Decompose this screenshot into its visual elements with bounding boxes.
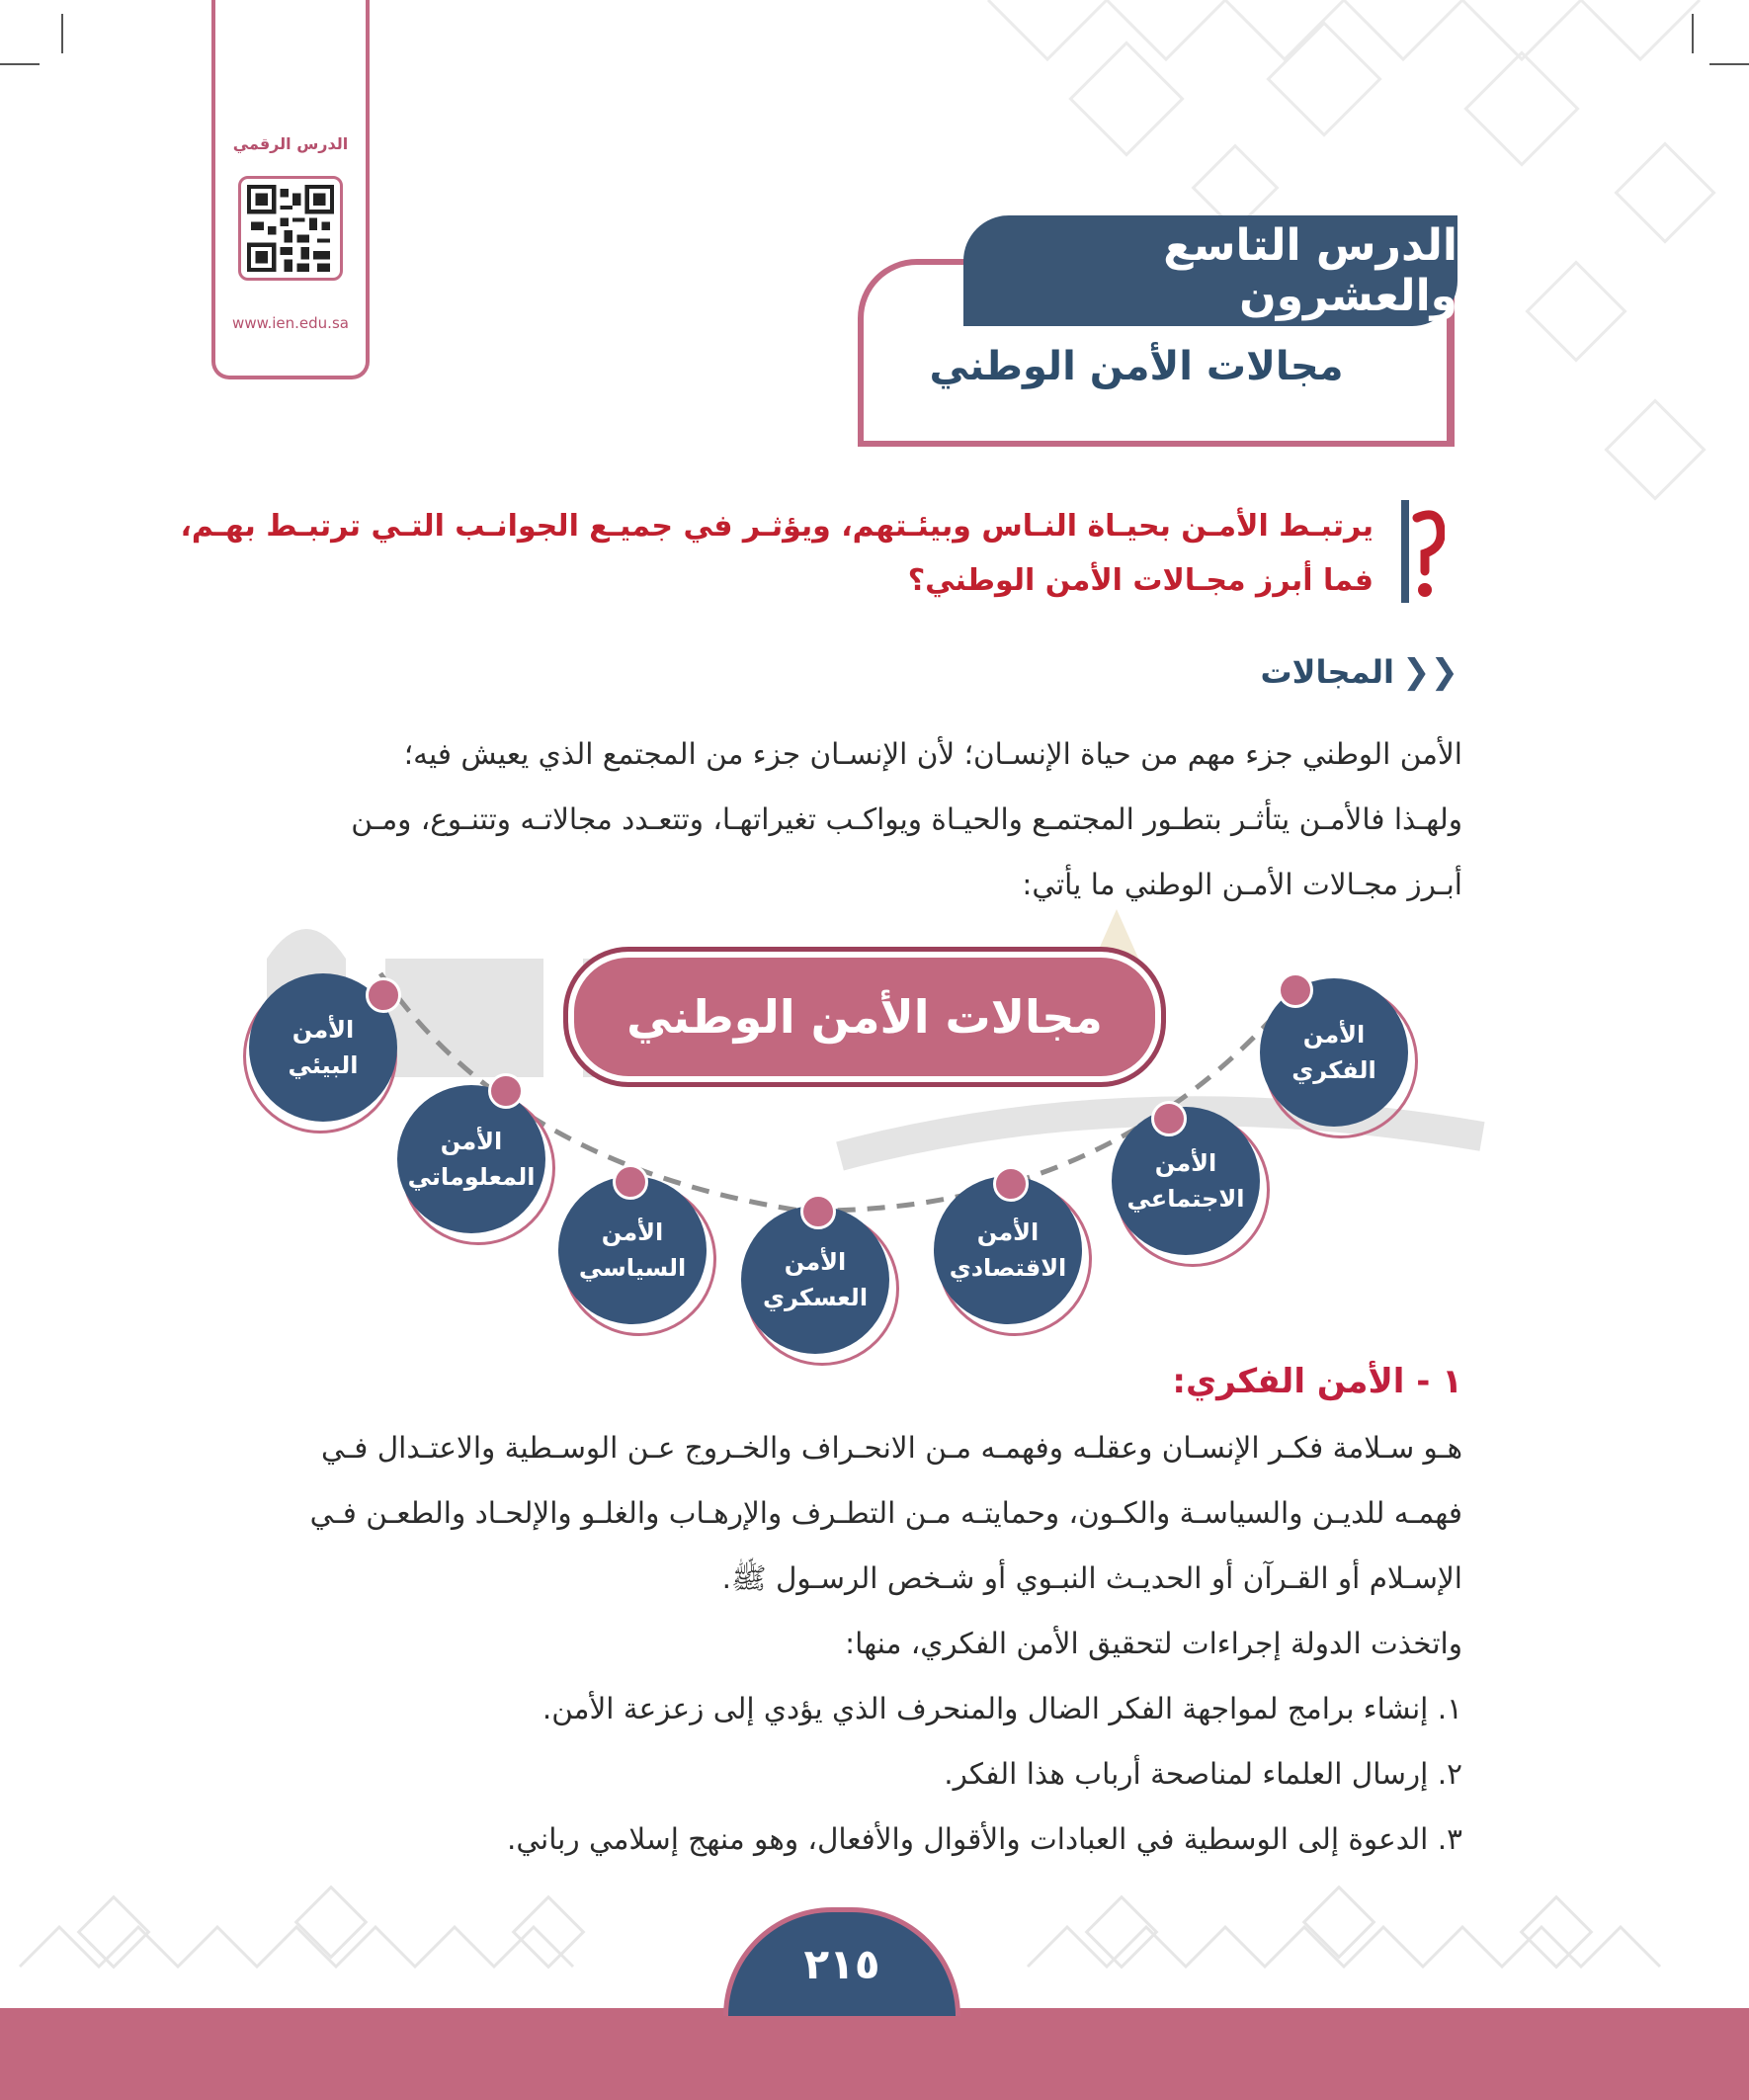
domain-label: الأمن: [784, 1248, 847, 1276]
connector-pin: [800, 1194, 836, 1229]
domain-node-social: [1112, 1107, 1270, 1265]
domain-label: الأمن: [1302, 1021, 1366, 1049]
domain-label: الأمن: [440, 1128, 503, 1155]
list-item: ٢. إرسال العلماء لمناصحة أرباب هذا الفكر.: [944, 1757, 1462, 1791]
domain-label: الأمن: [976, 1218, 1040, 1246]
double-chevron-icon: ❮❮: [1402, 652, 1458, 692]
paragraph-line: فهمـه للديـن والسياسـة والكـون، وحمايتـه مـن التطـرف والإرهـاب والغلـو والإلحـاد والطعـن فـي: [309, 1496, 1462, 1530]
footer-band: [0, 2008, 1749, 2100]
definition-paragraph: [203, 1415, 1462, 1611]
list-item: ٣. الدعوة إلى الوسطية في العبادات والأقوال والأفعال، وهو منهج إسلامي رباني.: [507, 1822, 1462, 1856]
measures-intro: واتخذت الدولة إجراءات لتحقيق الأمن الفكري، منها:: [845, 1627, 1462, 1660]
connector-pin: [993, 1166, 1029, 1202]
paragraph-line: هـو سـلامة فكـر الإنسـان وعقلـه وفهمـه مـن الانحـراف والخـروج عـن الوسـطية والاعتـدال فـي: [321, 1431, 1462, 1465]
lesson-number: الدرس التاسع والعشرون: [963, 215, 1458, 326]
domain-node-economic: [934, 1176, 1092, 1334]
domain-node-intellectual: [1260, 978, 1418, 1136]
list-item: ١. إنشاء برامج لمواجهة الفكر الضال والمنحرف الذي يؤدي إلى زعزعة الأمن.: [541, 1692, 1462, 1725]
connector-pin: [1278, 972, 1313, 1008]
paragraph-line: أبـرز مجـالات الأمـن الوطني ما يأتي:: [1022, 868, 1462, 901]
intro-line-1: يرتبـط الأمـن بحيـاة النـاس وبيئـتهم، ويؤثـر في جميـع الجوانـب التـي ترتبـط بهـم،: [180, 509, 1374, 544]
paragraph-line: الأمن الوطني جزء مهم من حياة الإنسـان؛ لأن الإنسـان جزء من المجتمع الذي يعيش فيه؛: [403, 737, 1462, 771]
connector-pin: [613, 1164, 648, 1200]
digital-lesson-label: الدرس الرقمي: [232, 134, 349, 153]
domain-label: الفكري: [1291, 1056, 1376, 1084]
domain-label: البيئي: [288, 1051, 359, 1079]
paragraph-line: ولهـذا فالأمـن يتأثـر بتطـور المجتمـع والحيـاة ويواكـب تغيراتهـا، وتتعـدد مجالاتـه وتتنـوع، ومـن: [351, 802, 1462, 836]
domain-label: المعلوماتي: [407, 1163, 536, 1191]
intro-line-2: فما أبرز مجـالات الأمن الوطني؟: [907, 563, 1374, 598]
connector-pin: [1151, 1101, 1187, 1136]
connector-pin: [366, 977, 401, 1013]
domain-label: الأمن: [292, 1016, 355, 1044]
subsection-heading: ١ - الأمن الفكري:: [1172, 1362, 1462, 1401]
section-heading-label: المجالات: [1260, 653, 1395, 691]
domain-label: الاقتصادي: [949, 1254, 1067, 1282]
diagram-center-title: مجالات الأمن الوطني: [563, 947, 1166, 1087]
connector-pin: [488, 1073, 524, 1109]
domain-label: الأمن: [601, 1218, 664, 1246]
domain-label: الأمن: [1154, 1149, 1217, 1177]
domain-node-military: [741, 1206, 899, 1364]
site-url[interactable]: www.ien.edu.sa: [232, 314, 349, 332]
domain-node-environmental: [249, 973, 407, 1132]
domain-label: السياسي: [578, 1254, 687, 1282]
lesson-title: مجالات الأمن الوطني: [929, 344, 1344, 389]
domain-label: العسكري: [762, 1284, 869, 1311]
page-number: ٢١٥: [723, 1907, 960, 2016]
domain-label: الاجتماعي: [1126, 1185, 1245, 1213]
paragraph-line: الإسـلام أو القـرآن أو الحديـث النبـوي أو شـخص الرسـول ﷺ.: [721, 1561, 1462, 1595]
domain-node-informational: [397, 1085, 555, 1243]
domain-node-political: [558, 1176, 716, 1334]
